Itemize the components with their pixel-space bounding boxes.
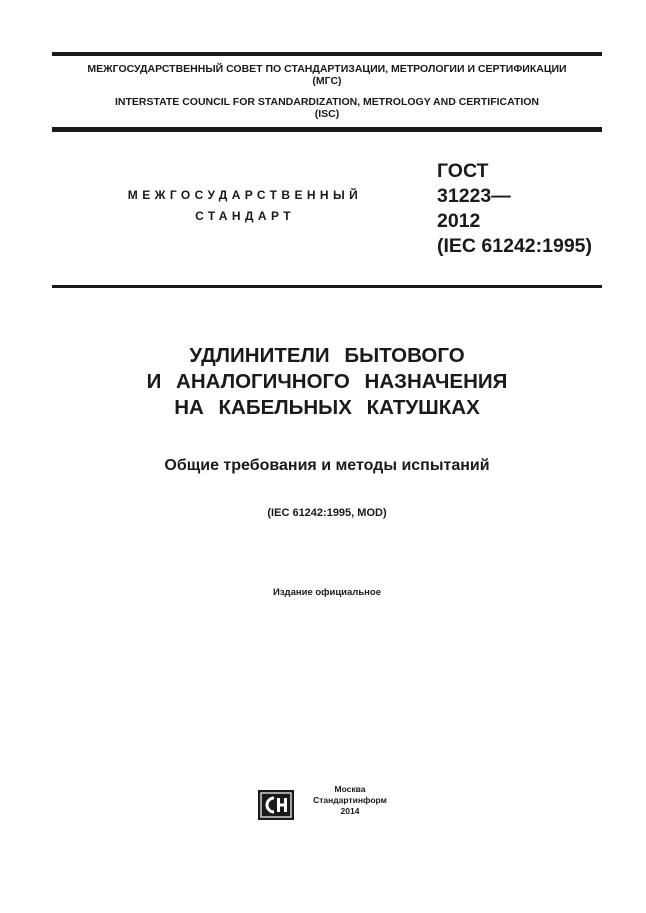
gost-line2: 31223— [437,185,511,207]
title-line1: УДЛИНИТЕЛИ БЫТОВОГО [189,344,465,367]
gost-designation [437,159,592,259]
council-name-ru [52,63,602,87]
council-name-en [52,96,602,120]
gost-line3: 2012 [437,210,481,232]
standartinform-logo-icon [258,790,294,820]
council-ru-text: МЕЖГОСУДАРСТВЕННЫЙ СОВЕТ ПО СТАНДАРТИЗАЦИИ, МЕТРОЛОГИИ И СЕРТИФИКАЦИИ [87,63,567,75]
council-en-abbr: (ISC) [314,108,340,120]
gost-line4: (IEC 61242:1995) [437,235,593,257]
publisher-info [302,784,398,817]
publisher-year: 2014 [340,806,360,816]
standard-type-line1: МЕЖГОСУДАРСТВЕННЫЙ [127,188,363,202]
council-en-text: INTERSTATE COUNCIL FOR STANDARDIZATION, METROLOGY AND CERTIFICATION [114,96,540,108]
designation-rule [52,285,602,288]
standard-type [100,185,390,227]
document-title [52,343,602,421]
document-subtitle: Общие требования и методы испытаний [164,457,490,474]
edition-note: Издание официальное [273,587,381,598]
title-line2: И АНАЛОГИЧНОГО НАЗНАЧЕНИЯ [146,370,508,393]
header-rule [52,127,602,132]
publisher-name: Стандартинформ [313,795,387,805]
standard-type-line2: СТАНДАРТ [195,209,295,223]
publisher-city: Москва [334,784,366,794]
gost-line1: ГОСТ [437,160,489,182]
title-line3: НА КАБЕЛЬНЫХ КАТУШКАХ [174,396,480,419]
council-ru-abbr: (МГС) [312,75,342,87]
iec-reference: (IEC 61242:1995, MOD) [267,507,387,519]
top-rule [52,52,602,56]
